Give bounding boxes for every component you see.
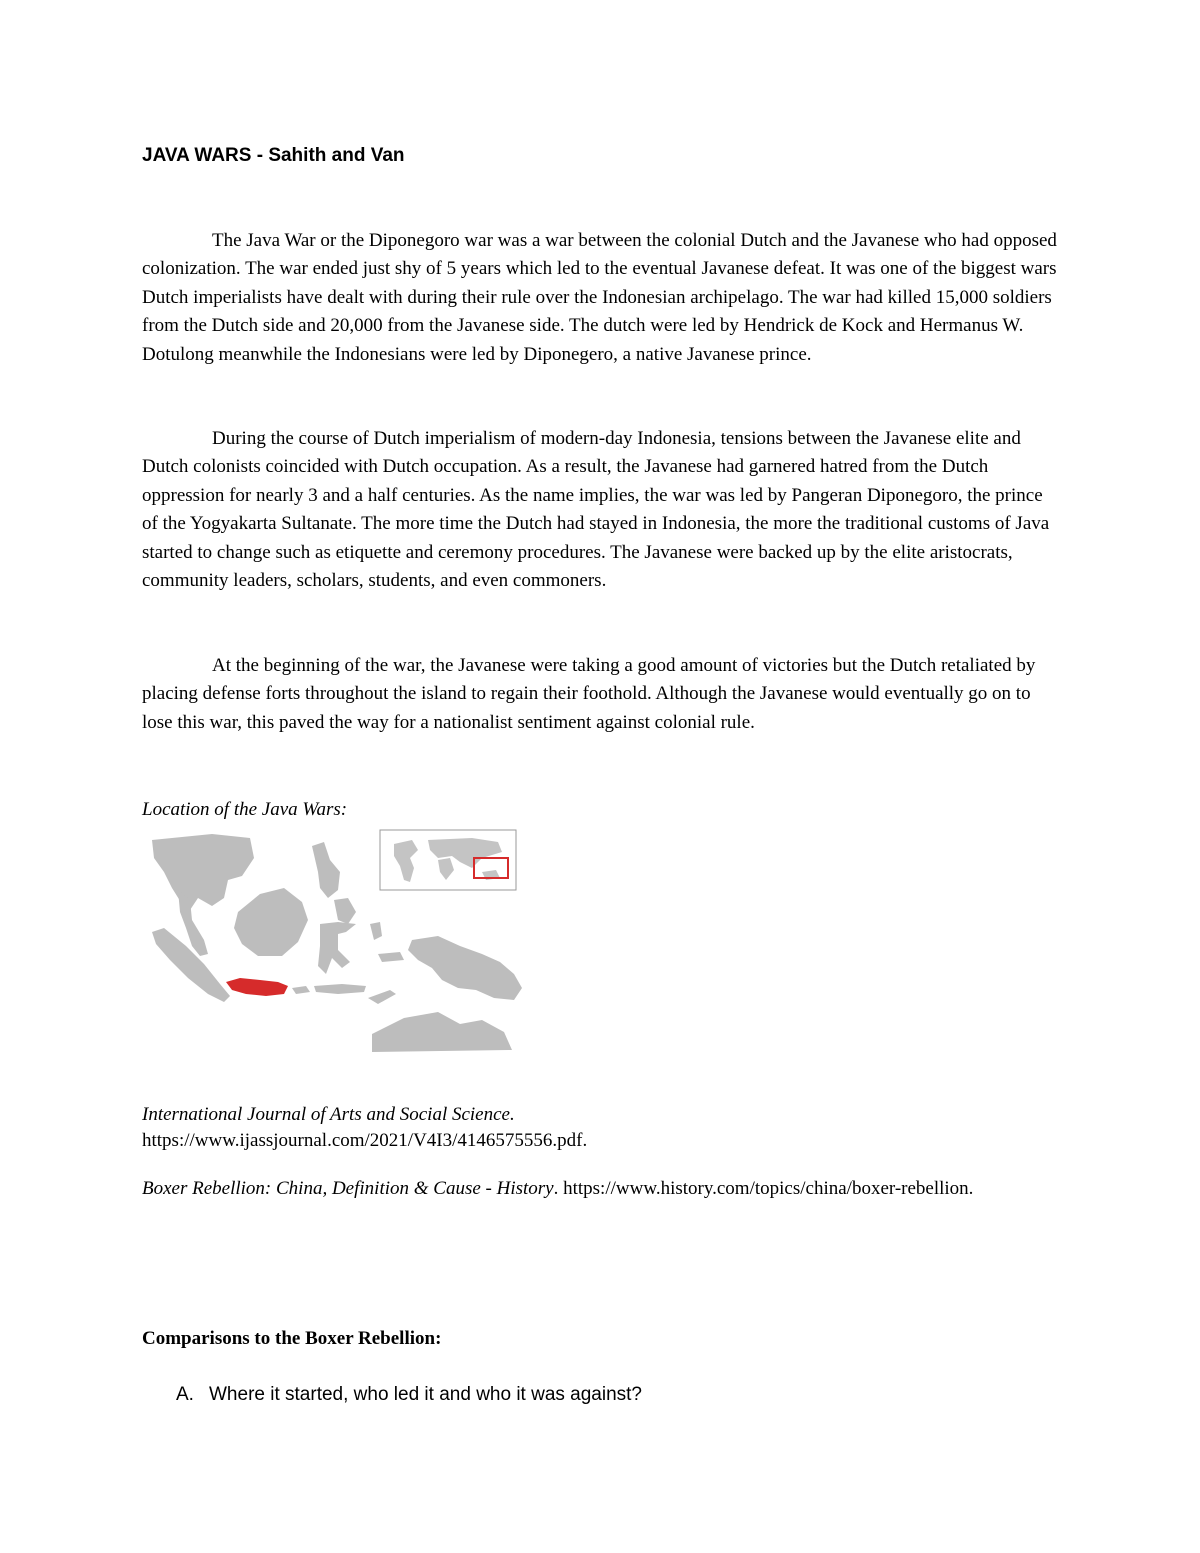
citation-1 [142,1102,1042,1154]
map-land-bali-lombok [292,986,310,994]
paragraph-3 [142,652,1058,737]
world-inset [380,830,516,890]
citation-1-title: International Journal of Arts and Social Science [142,1104,510,1125]
map-land-philippines-south [334,898,356,924]
paragraph-2 [142,425,1058,595]
list-marker: A. [176,1384,194,1405]
citation-2-url[interactable]: https://www.history.com/topics/china/boxer-rebellion. [563,1178,974,1199]
citation-2-punct: . [553,1178,559,1199]
citation-1-url[interactable]: https://www.ijassjournal.com/2021/V4I3/4146575556.pdf. [142,1130,588,1151]
map-land-timor [368,990,396,1004]
map-land-java-highlight [226,978,288,996]
citation-2 [142,1176,1042,1202]
map-land-new-guinea [408,936,522,1000]
map-land-borneo [234,888,308,956]
map-land-sulawesi [318,922,356,974]
paragraph-3-text: At the beginning of the war, the Javanese were taking a good amount of victories but the Dutch retaliated by placing defense forts throughout the island to regain their foothold. Although the Javanese would eventually go on to lose this war, this paved the way for a nationalist sentiment against colonial rule. [142,655,1036,733]
paragraph-2-text: During the course of Dutch imperialism of modern-day Indonesia, tensions between the Javanese elite and Dutch colonists coincided with Dutch occupation. As a result, the Javanese had garnered hatred from the Dutch oppression for nearly 3 and a half centuries. As the name implies, the war was led by Pangeran Diponegoro, the prince of the Yogyakarta Sultanate. The more time the Dutch had stayed in Indonesia, the more the traditional customs of Java started to change such as etiquette and ceremony procedures. The Javanese were backed up by the elite aristocrats, community leaders, scholars, students, and even commoners. [142,428,1050,592]
list-item-text: Where it started, who led it and who it was against? [209,1384,643,1405]
map-land-philippines [312,842,340,898]
citation-1-punct: . [510,1104,515,1125]
map-caption: Location of the Java Wars: [142,799,348,820]
paragraph-1-text: The Java War or the Diponegoro war was a war between the colonial Dutch and the Javanese who had opposed colonization. The war ended just shy of 5 years which led to the eventual Javanese defeat. It was one of the biggest wars Dutch imperialists have dealt with during their rule over the Indonesian archipelago. The war had killed 15,000 soldiers from the Dutch side and 20,000 from the Javanese side. The dutch were led by Hendrick de Kock and Hermanus W. Dotulong meanwhile the Indonesians were led by Diponegero, a native Javanese prince. [142,230,1057,365]
map-land-seram [378,952,404,962]
section-heading: Comparisons to the Boxer Rebellion: [142,1328,442,1349]
list-item [176,1382,642,1408]
document-title: JAVA WARS - Sahith and Van [142,145,405,166]
map-land-australia [372,1012,512,1052]
paragraph-1 [142,227,1058,369]
map-land-sumbawa-flores [314,984,366,994]
map-land-mainland [152,834,254,910]
map-land-maluku [370,922,382,940]
indonesia-locator-map [142,828,526,1052]
citation-2-title: Boxer Rebellion: China, Definition & Cause - History [142,1178,554,1199]
